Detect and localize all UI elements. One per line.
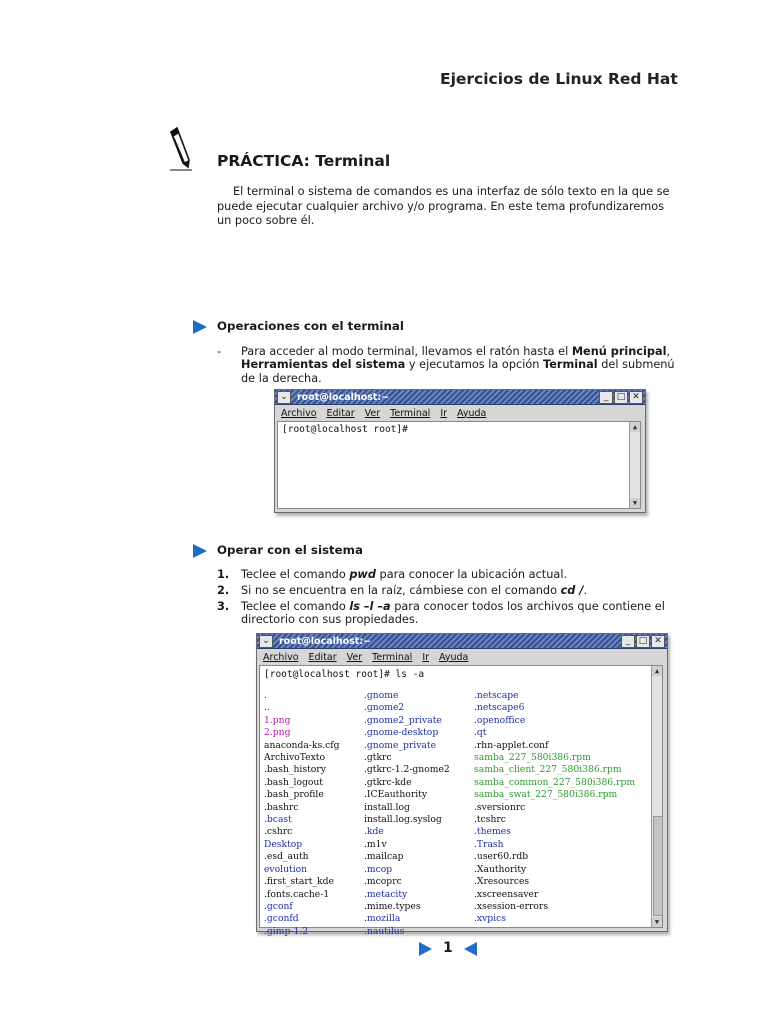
listing-entry: .netscape — [474, 690, 519, 701]
item-text: Teclee el comando — [241, 568, 350, 581]
listing-entry: .netscape6 — [474, 702, 525, 714]
listing-column-2 — [364, 690, 450, 938]
listing-entry: .bash_profile — [264, 789, 324, 801]
terminal-menubar — [275, 405, 645, 421]
listing-entry: . — [264, 690, 267, 701]
listing-column-3 — [474, 690, 635, 926]
bold-herramientas: Herramientas del sistema — [241, 358, 406, 372]
listing-entry: .gtkrc-1.2-gnome2 — [364, 764, 450, 776]
list-dash: - — [217, 345, 222, 358]
listing-entry: .Trash — [474, 838, 504, 850]
window-menu-icon[interactable]: ⌄ — [277, 391, 291, 404]
listing-entry: .mcoprc — [364, 876, 402, 888]
bold-menu-principal: Menú principal — [571, 345, 667, 358]
listing-entry: .gnome2 — [364, 702, 405, 714]
listing-entry: .bcast — [264, 814, 292, 826]
listing-entry: .bash_logout — [264, 776, 323, 788]
terminal-output[interactable] — [277, 421, 641, 509]
command-pwd: pwd — [349, 568, 376, 581]
listing-entry: .mailcap — [364, 851, 404, 863]
listing-entry: .gtkrc-kde — [364, 776, 412, 788]
menu-ir[interactable]: Ir — [422, 651, 430, 663]
listing-entry: samba_client_227_580i386.rpm — [474, 764, 622, 776]
listing-entry: .sversionrc — [474, 801, 526, 813]
bold-terminal: Terminal — [543, 358, 598, 372]
window-menu-icon[interactable]: ⌄ — [259, 635, 273, 648]
terminal-titlebar[interactable] — [257, 634, 667, 649]
section1-text-c: y ejecutamos la opción — [405, 358, 544, 372]
scrollbar-thumb[interactable] — [653, 816, 663, 916]
intro-paragraph: El terminal o sistema de comandos es una interfaz de sólo texto en la que se puede ejecutar cualquier archivo y/o programa. En este tema profundizaremos un poco sobre él. — [217, 185, 670, 227]
listing-entry: ArchivoTexto — [264, 752, 326, 764]
listing-entry: samba_227_580i386.rpm — [474, 752, 591, 764]
listing-entry: .rhn-applet.conf — [474, 739, 549, 751]
document-header-title: Ejercicios de Linux Red Hat — [440, 70, 678, 88]
page-arrow-left-icon — [464, 942, 477, 956]
item-text: Si no se encuentra en la raíz, cámbiese con el comando — [241, 584, 561, 597]
list-number: 2. — [217, 584, 230, 597]
listing-entry: .gconfd — [264, 913, 299, 925]
section-title-operaciones: Operaciones con el terminal — [217, 319, 404, 333]
menu-ver[interactable]: Ver — [346, 651, 363, 663]
listing-entry: samba_swat_227_580i386.rpm — [474, 789, 618, 801]
item-text: Teclee el comando — [241, 600, 350, 613]
listing-entry: samba_common_227_580i386.rpm — [474, 776, 636, 788]
terminal-output[interactable] — [259, 665, 663, 937]
scrollbar[interactable] — [651, 666, 662, 927]
terminal-title: root@localhost:~ — [297, 391, 390, 403]
scrollbar[interactable] — [629, 422, 640, 508]
menu-editar[interactable]: Editar — [308, 651, 337, 663]
section1-paragraph — [241, 345, 678, 385]
listing-entry: .gimp-1.2 — [264, 925, 309, 937]
listing-entry: .metacity — [364, 888, 408, 900]
command-ls: ls –l –a — [349, 600, 391, 613]
list-item — [241, 568, 678, 581]
close-icon[interactable]: ✕ — [629, 391, 643, 404]
menu-terminal[interactable]: Terminal — [372, 651, 413, 663]
menu-archivo[interactable]: Archivo — [263, 651, 299, 663]
terminal-window-large[interactable] — [256, 633, 668, 937]
scroll-down-icon[interactable]: ▼ — [630, 498, 640, 508]
listing-entry: .esd_auth — [264, 851, 309, 863]
menu-archivo[interactable]: Archivo — [281, 407, 317, 419]
listing-entry: .m1v — [364, 838, 387, 850]
listing-entry: .themes — [474, 826, 511, 838]
listing-entry: .fonts.cache-1 — [264, 888, 330, 900]
listing-entry: 2.png — [264, 727, 291, 739]
listing-entry: .Xauthority — [474, 863, 527, 875]
practice-title: PRÁCTICA: Terminal — [217, 152, 391, 170]
pencil-icon — [168, 126, 194, 172]
menu-ir[interactable]: Ir — [440, 407, 448, 419]
terminal-titlebar[interactable] — [275, 390, 645, 405]
maximize-icon[interactable]: □ — [636, 635, 650, 648]
item-text: . — [583, 584, 588, 597]
listing-entry: anaconda-ks.cfg — [264, 739, 340, 751]
list-item — [241, 584, 678, 597]
listing-entry: evolution — [264, 863, 308, 875]
listing-entry: 1.png — [264, 714, 291, 726]
minimize-icon[interactable]: _ — [599, 391, 613, 404]
listing-entry: .bash_history — [264, 764, 326, 776]
terminal-menubar — [257, 649, 667, 665]
scroll-up-icon[interactable]: ▲ — [630, 422, 640, 432]
listing-entry: install.log.syslog — [364, 814, 442, 826]
page-number: 1 — [443, 940, 453, 956]
terminal-prompt: [root@localhost root]# — [282, 424, 408, 435]
terminal-window-small[interactable] — [274, 389, 646, 513]
listing-entry: .. — [264, 702, 270, 714]
scroll-down-icon[interactable]: ▼ — [652, 917, 662, 927]
listing-entry: .xsession-errors — [474, 900, 549, 912]
item-text: para conocer la ubicación actual. — [375, 568, 568, 581]
minimize-icon[interactable]: _ — [621, 635, 635, 648]
item-text: para conocer todos los archivos que contiene el directorio con sus propiedades. — [241, 600, 665, 627]
listing-column-1 — [264, 690, 340, 938]
section1-text-b: , — [666, 345, 671, 358]
section1-text-a: Para acceder al modo terminal, llevamos el ratón hasta el — [241, 345, 572, 358]
terminal-command: [root@localhost root]# ls -a — [264, 669, 425, 680]
listing-entry: install.log — [364, 801, 410, 813]
menu-ayuda[interactable]: Ayuda — [439, 651, 469, 663]
listing-entry: .gnome-desktop — [364, 727, 439, 739]
close-icon[interactable]: ✕ — [651, 635, 665, 648]
listing-entry: .bashrc — [264, 801, 299, 813]
menu-editar[interactable]: Editar — [326, 407, 355, 419]
scroll-up-icon[interactable]: ▲ — [652, 666, 662, 676]
list-number: 1. — [217, 568, 230, 581]
section-title-operar: Operar con el sistema — [217, 543, 363, 557]
listing-entry: .qt — [474, 727, 487, 739]
listing-entry: .gnome — [364, 690, 399, 701]
listing-entry: .nautilus — [364, 925, 405, 937]
listing-entry: .xvpics — [474, 913, 506, 925]
listing-entry: .mime.types — [364, 900, 421, 912]
listing-entry: .kde — [364, 826, 384, 838]
listing-entry: .first_start_kde — [264, 876, 334, 888]
maximize-icon[interactable]: □ — [614, 391, 628, 404]
section-arrow-icon — [193, 320, 207, 334]
listing-entry: .mcop — [364, 863, 393, 875]
listing-entry: .gnome2_private — [364, 714, 442, 726]
listing-entry: .ICEauthority — [364, 789, 428, 801]
menu-ayuda[interactable]: Ayuda — [457, 407, 487, 419]
terminal-title: root@localhost:~ — [279, 635, 372, 647]
menu-terminal[interactable]: Terminal — [390, 407, 431, 419]
listing-entry: .gnome_private — [364, 739, 437, 751]
list-number: 3. — [217, 600, 230, 613]
section1-text-d: del submenú de la derecha. — [241, 358, 675, 385]
listing-entry: .gconf — [264, 900, 293, 912]
listing-entry: .gtkrc — [364, 752, 392, 764]
section-arrow-icon — [193, 544, 207, 558]
menu-ver[interactable]: Ver — [364, 407, 381, 419]
listing-entry: .xscreensaver — [474, 888, 539, 900]
listing-entry: .Xresources — [474, 876, 530, 888]
listing-entry: .openoffice — [474, 714, 526, 726]
list-item — [241, 600, 678, 627]
listing-entry: .cshrc — [264, 826, 293, 838]
page-arrow-right-icon — [419, 942, 432, 956]
listing-entry: .user60.rdb — [474, 851, 529, 863]
listing-entry: .tcshrc — [474, 814, 506, 826]
listing-entry: .mozilla — [364, 913, 401, 925]
listing-entry: Desktop — [264, 838, 303, 850]
command-cd: cd / — [560, 584, 584, 597]
